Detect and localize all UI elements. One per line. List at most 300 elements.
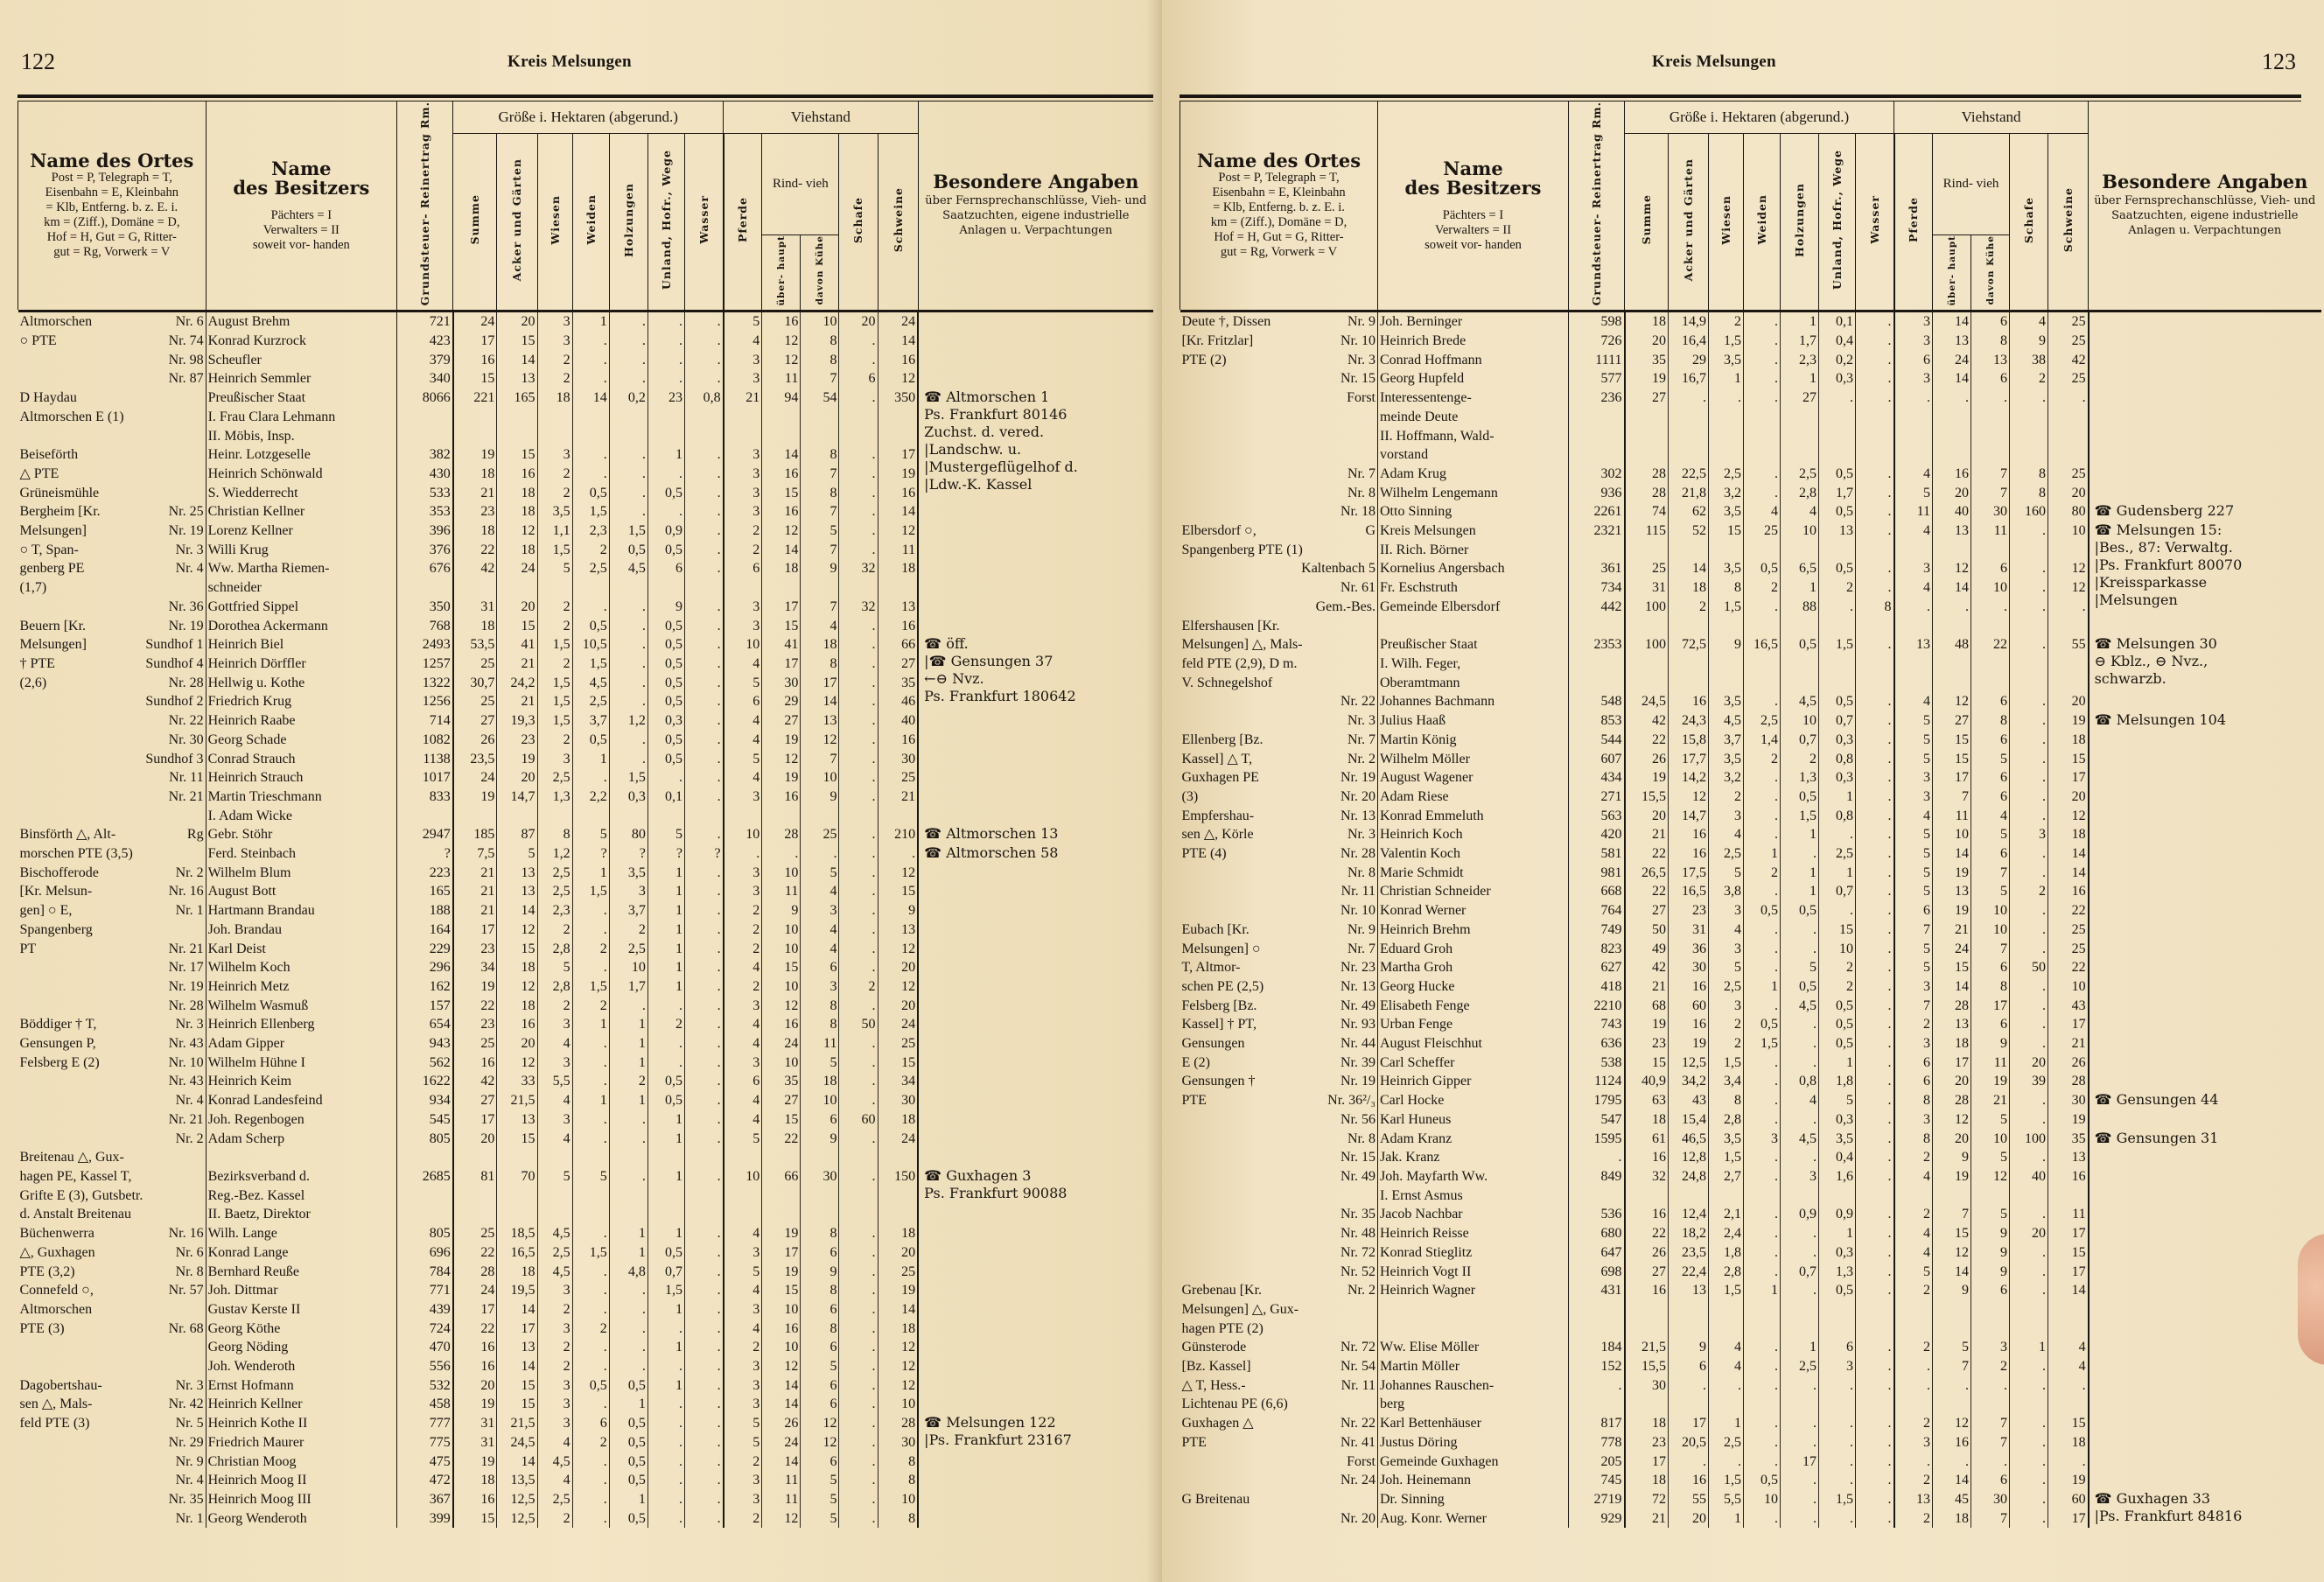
wasser-cell: .: [1856, 1224, 1894, 1243]
wiesen-cell: 8: [1709, 578, 1744, 598]
besitzer-cell: Konrad Stieglitz: [1378, 1243, 1569, 1263]
pferde-cell: 13: [1894, 635, 1933, 654]
pferde-cell: 3: [1894, 1034, 1933, 1054]
rind-kuehe-cell: [801, 1186, 839, 1206]
ort-cell: hagen PE, Kassel T,: [19, 1168, 132, 1184]
besondere-cell: [918, 1243, 1153, 1263]
wasser-cell: .: [1856, 351, 1894, 370]
grundsteuer-cell: [1569, 1300, 1625, 1320]
wiesen-cell: 1,5: [1709, 1281, 1744, 1300]
table-row: [18, 1015, 1154, 1034]
schafe-label: Schafe: [2022, 196, 2036, 243]
weiden-cell: .: [1744, 958, 1781, 977]
holzungen-cell: .: [1781, 1034, 1819, 1054]
grundsteuer-cell: 396: [397, 522, 453, 541]
rind-kuehe-cell: 8: [801, 1281, 839, 1300]
schweine-cell: 15: [2048, 750, 2089, 769]
legend-line: Post = P, Telegraph = T,: [51, 171, 172, 186]
schweine-cell: 10: [2048, 977, 2089, 997]
acker-cell: 55: [1669, 1490, 1709, 1509]
hausnummer-cell: Nr. 28: [122, 674, 206, 693]
schweine-cell: [2048, 408, 2089, 427]
table-row: [18, 825, 1154, 844]
rind-kuehe-cell: 6: [1971, 731, 2010, 750]
schafe-cell: .: [2010, 1205, 2048, 1224]
pferde-cell: [1894, 541, 1933, 560]
acker-cell: 18,5: [497, 1224, 537, 1243]
pferde-cell: [724, 578, 762, 598]
besitzer-cell: Heinrich Koch: [1378, 825, 1569, 844]
weiden-cell: .: [572, 332, 609, 351]
holzungen-cell: 1: [609, 1015, 648, 1034]
rind-ueberhaupt-cell: 15: [762, 617, 801, 636]
wasser-cell: [1856, 541, 1894, 560]
schafe-cell: [2010, 1320, 2048, 1339]
summe-cell: 53,5: [453, 635, 497, 654]
ort-cell: Kassel] † PT,: [1181, 1017, 1256, 1032]
unland-cell: 6: [1819, 1338, 1856, 1357]
schafe-cell: .: [839, 1054, 878, 1073]
besitzer-cell: Gebr. Stöhr: [206, 825, 397, 844]
schweine-cell: 46: [878, 692, 918, 711]
wasser-cell: .: [684, 1243, 723, 1263]
acker-cell: 21,5: [497, 1091, 537, 1110]
pferde-cell: 3: [724, 502, 762, 522]
schafe-cell: 40: [2010, 1167, 2048, 1186]
unland-cell: [648, 427, 684, 446]
besondere-cell: [918, 1205, 1153, 1224]
unland-cell: 1: [648, 977, 684, 997]
holzungen-cell: 3,5: [609, 864, 648, 883]
table-row: [18, 465, 1154, 484]
schweine-cell: 18: [2048, 731, 2089, 750]
wasser-cell: .: [1856, 1130, 1894, 1149]
rind-kuehe-cell: 8: [801, 1015, 839, 1034]
ort-cell: (2,6): [19, 675, 47, 690]
hausnummer-cell: [122, 1338, 206, 1357]
acker-cell: 19,5: [497, 1281, 537, 1300]
table-row: [18, 1054, 1154, 1073]
summe-cell: 21: [453, 882, 497, 901]
schweine-cell: 17: [2048, 1509, 2089, 1529]
besitzer-cell: Wilhelm Wasmuß: [206, 997, 397, 1016]
schweine-cell: 8: [878, 1471, 918, 1490]
schafe-cell: 60: [839, 1110, 878, 1130]
pferde-cell: 7: [1894, 920, 1933, 940]
schweine-cell: 16: [878, 617, 918, 636]
wiesen-cell: 2,5: [537, 1490, 572, 1509]
weiden-cell: .: [1744, 920, 1781, 940]
rind-ueberhaupt-cell: .: [1933, 388, 1971, 408]
wiesen-cell: 1,3: [537, 788, 572, 807]
schafe-cell: .: [839, 635, 878, 654]
unland-cell: 0,5: [648, 1072, 684, 1091]
wasser-cell: .: [684, 1034, 723, 1054]
wasser-cell: .: [1856, 807, 1894, 826]
schafe-cell: .: [839, 1167, 878, 1186]
pferde-cell: 3: [1894, 312, 1933, 332]
pferde-cell: 3: [724, 1054, 762, 1073]
table-row: [1180, 1205, 2321, 1224]
ort-cell: G Breitenau: [1181, 1491, 1250, 1507]
wiesen-cell: [537, 1186, 572, 1206]
rind-kuehe-cell: [1971, 674, 2010, 693]
summe-cell: [1625, 654, 1669, 674]
rind-kuehe-cell: 9: [1971, 1243, 2010, 1263]
ort-cell: Melsungen] △, Gux-: [1181, 1301, 1299, 1317]
unland-cell: 1,3: [1819, 1263, 1856, 1282]
rind-kuehe-cell: 6: [1971, 768, 2010, 788]
rind-kuehe-cell: 5: [801, 1509, 839, 1529]
wasser-cell: [1856, 1300, 1894, 1320]
schweine-cell: [2048, 654, 2089, 674]
grundsteuer-cell: 936: [1569, 484, 1625, 503]
rind-ueberhaupt-cell: 21: [1933, 920, 1971, 940]
grundsteuer-cell: 544: [1569, 731, 1625, 750]
table-row: [18, 1263, 1154, 1282]
wasser-cell: .: [1856, 1072, 1894, 1091]
grundsteuer-cell: [397, 1205, 453, 1224]
table-row: [1180, 997, 2321, 1016]
besondere-cell: [2089, 1281, 2321, 1300]
besitzer-cell: Valentin Koch: [1378, 844, 1569, 864]
rind-kuehe-cell: [801, 807, 839, 826]
summe-cell: 31: [453, 598, 497, 617]
weiden-cell: 2,3: [572, 522, 609, 541]
holzungen-cell: 1: [1781, 882, 1819, 901]
grundsteuer-cell: 223: [397, 864, 453, 883]
weiden-cell: .: [1744, 825, 1781, 844]
table-row: [18, 901, 1154, 920]
holzungen-cell: 3: [609, 882, 648, 901]
area-col-label: Unland, Hofr., Wege: [1830, 150, 1844, 290]
acker-cell: 21,5: [497, 1414, 537, 1433]
header-area-col: [572, 134, 609, 311]
summe-cell: 18: [453, 1471, 497, 1490]
summe-cell: 22: [1625, 731, 1669, 750]
summe-cell: 19: [1625, 1015, 1669, 1034]
rind-kuehe-cell: 5: [801, 864, 839, 883]
besondere-cell: [2089, 1130, 2321, 1149]
grundsteuer-cell: 2685: [397, 1167, 453, 1186]
pferde-cell: 5: [724, 1263, 762, 1282]
holzungen-cell: .: [609, 674, 648, 693]
rind-ueberhaupt-cell: 24: [762, 1433, 801, 1452]
ort-cell: [1180, 692, 1281, 711]
grundsteuer-cell: 350: [397, 598, 453, 617]
pferde-cell: [1894, 1320, 1933, 1339]
unland-cell: .: [1819, 1509, 1856, 1529]
schafe-cell: 100: [2010, 1130, 2048, 1149]
holzungen-cell: [1781, 1320, 1819, 1339]
besitzer-cell: Joh. Brandau: [206, 920, 397, 940]
pferde-cell: [1894, 408, 1933, 427]
besitzer-cell: Heinrich Reisse: [1378, 1224, 1569, 1243]
hausnummer-cell: [1281, 1395, 1378, 1414]
pferde-cell: 5: [1894, 484, 1933, 503]
rind-kuehe-cell: 6: [1971, 958, 2010, 977]
besondere-text: ☎ Altmorschen 13: [924, 825, 1059, 843]
rind-kuehe-cell: 6: [1971, 1015, 2010, 1034]
area-col-label: Summe: [1640, 194, 1653, 245]
besitzer-cell: Bernhard Reuße: [206, 1263, 397, 1282]
summe-cell: 74: [1625, 502, 1669, 522]
besitzer-cell: Wilhelm Lengemann: [1378, 484, 1569, 503]
rind-ueberhaupt-cell: 18: [1933, 1509, 1971, 1529]
wasser-cell: .: [1856, 731, 1894, 750]
unland-cell: 13: [1819, 522, 1856, 541]
weiden-cell: 14: [572, 388, 609, 408]
besondere-cell: [2089, 844, 2321, 864]
besitzer-cell: Heinrich Moog II: [206, 1471, 397, 1490]
rind-kuehe-cell: [1971, 654, 2010, 674]
unland-cell: 1: [648, 1130, 684, 1149]
wasser-cell: .: [1856, 864, 1894, 883]
unland-cell: 0,8: [1819, 750, 1856, 769]
schafe-cell: .: [2010, 578, 2048, 598]
summe-cell: 26,5: [1625, 864, 1669, 883]
wasser-cell: .: [684, 1130, 723, 1149]
summe-cell: 24,5: [1625, 692, 1669, 711]
pferde-cell: 4: [1894, 1243, 1933, 1263]
grundsteuer-cell: 1795: [1569, 1091, 1625, 1110]
hausnummer-cell: [1281, 674, 1378, 693]
besondere-cell: [918, 1054, 1153, 1073]
grundsteuer-cell: 367: [397, 1490, 453, 1509]
wiesen-cell: [537, 408, 572, 427]
table-row: [1180, 1148, 2321, 1167]
table-row: [1180, 1395, 2321, 1414]
schweine-cell: 10: [878, 1490, 918, 1509]
pferde-cell: 4: [724, 332, 762, 351]
ort-cell: Bergheim [Kr.: [19, 504, 101, 520]
besondere-text: ☎ Melsungen 104: [2094, 711, 2227, 729]
rind-ueberhaupt-cell: 26: [762, 1414, 801, 1433]
grundsteuer-cell: 2719: [1569, 1490, 1625, 1509]
ort-cell: [1180, 1205, 1281, 1224]
rind-ueberhaupt-cell: 10: [762, 864, 801, 883]
schafe-cell: .: [2010, 864, 2048, 883]
besitzer-cell: Friedrich Maurer: [206, 1433, 397, 1452]
table-row: [1180, 1110, 2321, 1130]
hausnummer-cell: [1281, 1320, 1378, 1339]
besitzer-cell: vorstand: [1378, 445, 1569, 465]
summe-cell: 24: [453, 1281, 497, 1300]
header-rindvieh: Rind- vieh: [1933, 134, 2010, 235]
table-row: [1180, 674, 2321, 693]
wasser-cell: [1856, 427, 1894, 446]
legend-line: Post = P, Telegraph = T,: [1218, 171, 1340, 186]
besitzer-cell: Elisabeth Fenge: [1378, 997, 1569, 1016]
table-row: [1180, 502, 2321, 522]
unland-cell: [1819, 1300, 1856, 1320]
schafe-cell: [839, 427, 878, 446]
besondere-cell: [918, 825, 1153, 844]
weiden-cell: .: [1744, 1091, 1781, 1110]
wasser-cell: [684, 1205, 723, 1224]
header-rind-sub: [1971, 234, 2010, 310]
grundsteuer-cell: ?: [397, 844, 453, 864]
rind-ueberhaupt-cell: 17: [1933, 768, 1971, 788]
table-row: [18, 1338, 1154, 1357]
hausnummer-cell: Nr. 35: [1281, 1205, 1378, 1224]
besitzer-cell: Scheufler: [206, 351, 397, 370]
hausnummer-cell: Nr. 6: [122, 312, 206, 332]
weiden-cell: .: [1744, 1509, 1781, 1529]
besondere-cell: [918, 1110, 1153, 1130]
rind-kuehe-cell: 5: [1971, 750, 2010, 769]
summe-cell: 26: [1625, 750, 1669, 769]
besitzer-cell: Julius Haaß: [1378, 711, 1569, 731]
wiesen-cell: 5,5: [537, 1072, 572, 1091]
besondere-cell: [918, 1263, 1153, 1282]
weiden-cell: 0,5: [1744, 901, 1781, 920]
hausnummer-cell: Nr. 3: [1281, 711, 1378, 731]
rind-ueberhaupt-cell: 5: [1933, 1338, 1971, 1357]
pferde-label: Pferde: [736, 197, 750, 243]
table-row: [18, 578, 1154, 598]
summe-cell: 115: [1625, 522, 1669, 541]
rind-kuehe-cell: 8: [801, 351, 839, 370]
wasser-cell: .: [684, 882, 723, 901]
hausnummer-cell: Nr. 49: [1281, 1167, 1378, 1186]
ort-cell: ○ T, Span-: [19, 542, 79, 557]
hausnummer-cell: Sundhof 1: [122, 635, 206, 654]
hausnummer-cell: Nr. 8: [1281, 1130, 1378, 1149]
rind-ueberhaupt-cell: 27: [762, 1091, 801, 1110]
schweine-cell: 25: [878, 768, 918, 788]
acker-cell: 13: [497, 369, 537, 388]
ort-cell: [18, 369, 122, 388]
wasser-cell: .: [684, 1167, 723, 1186]
besitzer-cell: Martin Möller: [1378, 1357, 1569, 1376]
pferde-cell: 6: [1894, 1072, 1933, 1091]
summe-cell: 16: [453, 351, 497, 370]
rind-kuehe-cell: 6: [1971, 844, 2010, 864]
rind-kuehe-cell: 3: [801, 901, 839, 920]
unland-cell: [1819, 445, 1856, 465]
weiden-cell: 1,5: [572, 502, 609, 522]
besitzer-cell: II. Rich. Börner: [1378, 541, 1569, 560]
header-schafe: [839, 134, 878, 311]
wasser-cell: .: [684, 312, 723, 332]
pferde-cell: [1894, 654, 1933, 674]
besondere-cell: [2089, 768, 2321, 788]
schafe-cell: 1: [2010, 1338, 2048, 1357]
unland-cell: .: [648, 1471, 684, 1490]
unland-cell: .: [648, 1357, 684, 1376]
schafe-cell: [2010, 541, 2048, 560]
pferde-cell: [724, 1205, 762, 1224]
besondere-cell: [918, 882, 1153, 901]
acker-cell: 12: [497, 977, 537, 997]
summe-cell: 19: [453, 788, 497, 807]
grundsteuer-cell: [397, 578, 453, 598]
schweine-cell: 350: [878, 388, 918, 408]
header-grundsteuer: [1569, 102, 1625, 310]
besondere-cell: [2089, 654, 2321, 674]
weiden-cell: [572, 807, 609, 826]
unland-cell: 0,7: [648, 1263, 684, 1282]
holzungen-cell: 1: [1781, 825, 1819, 844]
weiden-cell: .: [572, 768, 609, 788]
rind-ueberhaupt-cell: 30: [762, 674, 801, 693]
pferde-cell: 2: [1894, 1471, 1933, 1490]
acker-cell: 14: [497, 351, 537, 370]
unland-cell: 1,5: [1819, 635, 1856, 654]
grundsteuer-cell: 981: [1569, 864, 1625, 883]
summe-cell: 19: [453, 445, 497, 465]
wiesen-cell: 2: [537, 997, 572, 1016]
weiden-cell: [1744, 427, 1781, 446]
header-area-col: [1781, 134, 1819, 311]
weiden-cell: .: [1744, 1205, 1781, 1224]
besitzer-cell: Gemeinde Guxhagen: [1378, 1452, 1569, 1472]
unland-cell: .: [1819, 901, 1856, 920]
area-col-label: Wiesen: [548, 194, 562, 245]
unland-cell: [648, 807, 684, 826]
unland-cell: 1,7: [1819, 484, 1856, 503]
pferde-cell: 10: [724, 1167, 762, 1186]
weiden-cell: 3,7: [572, 711, 609, 731]
weiden-cell: [1744, 617, 1781, 636]
schweine-cell: 12: [878, 369, 918, 388]
weiden-cell: .: [1744, 484, 1781, 503]
holzungen-cell: 0,5: [609, 1509, 648, 1529]
grundsteuer-cell: 1595: [1569, 1130, 1625, 1149]
running-title: Kreis Melsungen: [1652, 52, 1776, 71]
table-row: [1180, 1320, 2321, 1339]
schafe-cell: .: [839, 1490, 878, 1509]
wiesen-cell: 3: [1709, 940, 1744, 959]
wasser-cell: .: [684, 1300, 723, 1320]
hausnummer-cell: Nr. 74: [122, 332, 206, 351]
acker-cell: 62: [1669, 502, 1709, 522]
wiesen-cell: 4: [537, 1034, 572, 1054]
rind-ueberhaupt-cell: 12: [762, 351, 801, 370]
schweine-cell: .: [2048, 1376, 2089, 1396]
besondere-cell: [2089, 1357, 2321, 1376]
wiesen-cell: 1,5: [1709, 598, 1744, 617]
rind-kuehe-cell: .: [801, 844, 839, 864]
summe-cell: 18: [1625, 312, 1669, 332]
grundsteuer-cell: 545: [397, 1110, 453, 1130]
rind-kuehe-cell: 6: [801, 1376, 839, 1396]
wiesen-cell: 3,8: [1709, 882, 1744, 901]
acker-cell: [497, 807, 537, 826]
schweine-cell: 12: [878, 977, 918, 997]
table-row: [1180, 1034, 2321, 1054]
besitzer-cell: Wilhelm Möller: [1378, 750, 1569, 769]
rind-ueberhaupt-cell: 10: [1933, 825, 1971, 844]
holzungen-cell: .: [1781, 940, 1819, 959]
rind-ueberhaupt-cell: 16: [762, 312, 801, 332]
holzungen-cell: 1: [609, 1091, 648, 1110]
acker-cell: 16: [1669, 1015, 1709, 1034]
besondere-cell: [2089, 807, 2321, 826]
weiden-cell: .: [572, 1509, 609, 1529]
unland-cell: [1819, 1186, 1856, 1206]
hausnummer-cell: Sundhof 4: [122, 654, 206, 674]
unland-cell: 0,8: [1819, 807, 1856, 826]
pferde-cell: 5: [1894, 882, 1933, 901]
schafe-cell: 2: [2010, 882, 2048, 901]
summe-cell: 63: [1625, 1091, 1669, 1110]
wiesen-cell: 2: [537, 1300, 572, 1320]
header-area-col: [609, 134, 648, 311]
besitzer-cell: Konrad Lange: [206, 1243, 397, 1263]
besondere-cell: [2089, 1072, 2321, 1091]
